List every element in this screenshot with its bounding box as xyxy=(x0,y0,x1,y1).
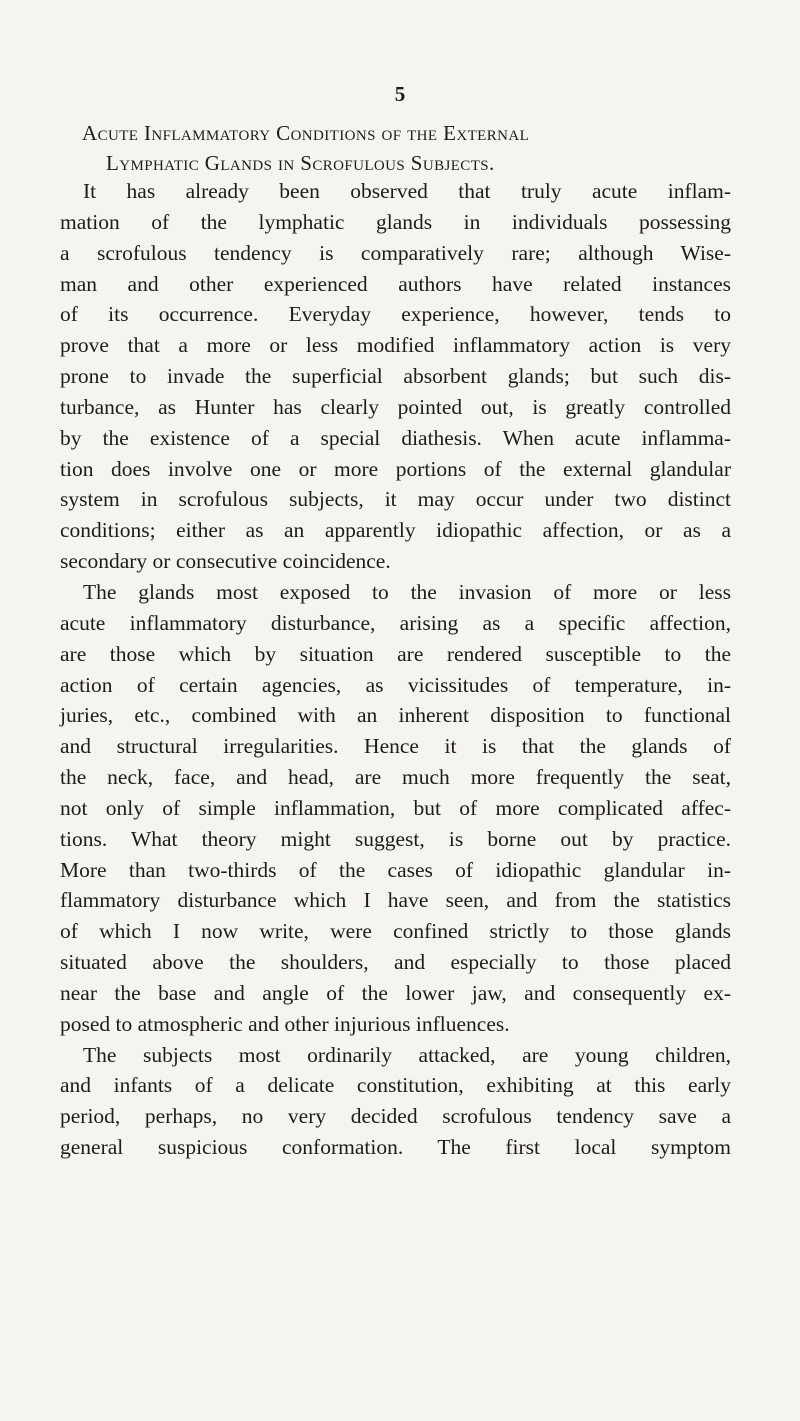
text-line: situated above the shoulders, and especially to those placed xyxy=(60,950,731,975)
text-line: turbance, as Hunter has clearly pointed out, is greatly controlled xyxy=(60,394,731,419)
page-number: 5 xyxy=(394,82,406,106)
text-line: It has already been observed that truly acute inflam- xyxy=(83,179,731,203)
text-line: secondary or consecutive coincidence. xyxy=(60,549,391,574)
section-heading-line-2: Lymphatic Glands in Scrofulous Subjects. xyxy=(106,151,495,175)
text-line: period, perhaps, no very decided scrofulous tendency save a xyxy=(60,1104,731,1129)
text-line: mation of the lymphatic glands in individuals possessing xyxy=(60,209,731,234)
text-line: not only of simple inflammation, but of more complicated affec- xyxy=(60,795,731,820)
text-line: near the base and angle of the lower jaw, and consequently ex- xyxy=(60,980,731,1005)
text-line: general suspicious conformation. The first local symptom xyxy=(60,1135,731,1160)
text-line: of its occurrence. Everyday experience, however, tends to xyxy=(60,302,731,327)
text-line: tions. What theory might suggest, is borne out by practice. xyxy=(60,826,731,851)
text-line: The glands most exposed to the invasion of more or less xyxy=(83,579,731,604)
text-line: prone to invade the superficial absorbent glands; but such dis- xyxy=(60,364,731,389)
text-line: a scrofulous tendency is comparatively rare; although Wise- xyxy=(60,240,731,265)
text-line: The subjects most ordinarily attacked, are young children, xyxy=(83,1042,731,1067)
text-line: conditions; either as an apparently idiopathic affection, or as a xyxy=(60,518,731,543)
section-heading xyxy=(70,118,720,178)
text-line: and infants of a delicate constitution, exhibiting at this early xyxy=(60,1073,731,1098)
text-line: man and other experienced authors have related instances xyxy=(60,271,731,296)
text-line: More than two-thirds of the cases of idiopathic glandular in- xyxy=(60,857,731,882)
text-line: juries, etc., combined with an inherent disposition to functional xyxy=(60,703,731,728)
text-line: action of certain agencies, as vicissitudes of temperature, in- xyxy=(60,672,731,697)
text-line: acute inflammatory disturbance, arising as a specific affection, xyxy=(60,610,731,635)
text-line: and structural irregularities. Hence it is that the glands of xyxy=(60,734,731,759)
text-line: of which I now write, were confined strictly to those glands xyxy=(60,919,731,944)
text-line: flammatory disturbance which I have seen, and from the statistics xyxy=(60,888,731,913)
text-line: the neck, face, and head, are much more frequently the seat, xyxy=(60,765,731,790)
text-line: tion does involve one or more portions of the external glandular xyxy=(60,456,731,481)
text-line: are those which by situation are rendered susceptible to the xyxy=(60,641,731,666)
text-line: posed to atmospheric and other injurious influences. xyxy=(60,1011,510,1036)
text-line: by the existence of a special diathesis. When acute inflamma- xyxy=(60,425,731,450)
section-heading-line-1: Acute Inflammatory Conditions of the External xyxy=(82,121,530,145)
text-line: prove that a more or less modified inflammatory action is very xyxy=(60,333,731,358)
body-text xyxy=(60,176,731,1163)
text-line: system in scrofulous subjects, it may occur under two distinct xyxy=(60,487,731,512)
